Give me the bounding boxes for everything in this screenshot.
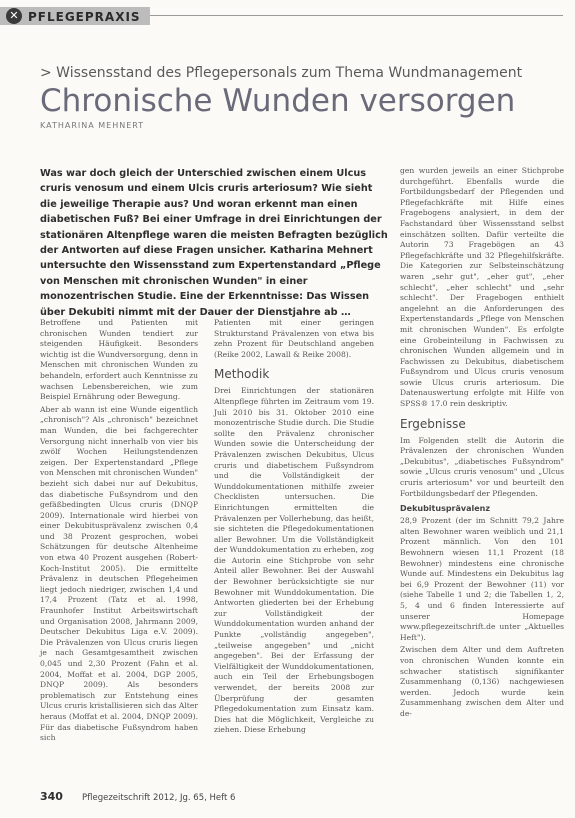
journal-citation: Pflegezeitschrift 2012, Jg. 65, Heft 6 <box>82 793 236 803</box>
section-label: PFLEGEPRAXIS <box>28 10 141 24</box>
body-paragraph: Patienten mit einer geringen Strukturstand Prävalenzen von etwa bis zehn Prozent für Deutschland angeben (Reike 2002, Lawall & Reike 2008). <box>214 318 374 359</box>
body-paragraph: gen wurden jeweils an einer Stichprobe durchgeführt. Ebenfalls wurde die Fortbildungsbedarf der Pflegenden und Pflegefachkräfte mit Hilfe eines Fragebogens analysiert, in dem der Fachstandard über Wissensstand selbst einschätzen sollten. Dafür verteilte die Autorin 73 Fragebögen an 43 Pflegefachkräfte und 32 Pflegehilfskräfte. Die Kategorien zur Selbsteinschätzung waren „sehr gut", „eher gut", „eher schlecht", „eher schlecht" und „sehr schlecht". Der Fragebogen enthielt angelehnt an die Anforderungen des Expertenstandards „Pflege von Menschen mit chronischen Wunden". Es erfolgte eine Grobeinteilung in Fachwissen zu chronischen Wunden allgemein und in Fachwissen zu Dekubitus, diabetischem Fußsyndrom und Ulcus cruris venosum sowie Ulcus cruris arteriosum. Die Datenauswertung erfolgte mit Hilfe von SPSS® 17.0 rein deskriptiv. <box>400 166 564 409</box>
article-subtitle: > Wissensstand des Pflegepersonals zum Thema Wundmanagement <box>40 65 523 81</box>
section-header <box>0 5 575 29</box>
article-intro: Was war doch gleich der Unterschied zwischen einem Ulcus cruris venosum und einem Ulcis cruris arteriosum? Wie sieht die jeweilige Therapie aus? Und woran erkennt man einen diabetischen Fuß? Bei einer Umfrage in drei Einrichtungen der stationären Altenpflege waren die meisten Befragten bezüglich der Antworten auf diese Fragen unsicher. Katharina Mehnert untersuchte den Wissensstand zum Expertenstandard „Pflege von Menschen mit chronischen Wunden" in einer monozentrischen Studie. Eine der Erkenntnisse: Das Wissen über Dekubiti nimmt mit der Dauer der Dienstjahre ab … <box>40 168 388 318</box>
dekubitus-subheading: Dekubitusprävalenz <box>400 504 491 514</box>
body-paragraph: Aber ab wann ist eine Wunde eigentlich „chronisch"? Als „chronisch" bezeichnet man Wunden, die bei fachgerechter Versorgung nicht innerhalb von vier bis zwölf Wochen Heilungstendenzen zeigen. Der Expertenstandard „Pflege von Menschen mit chronischen Wunden" bezieht sich dabei nur auf Dekubitus, das diabetische Fußsyndrom und den gefäßbedingten Ulcus cruris (DNQP 2009). Internationale wird hierbei von einer Dekubitusprävalenz zwischen 0,4 und 38 Prozent gesprochen, wobei Schätzungen für deutsche Altenheime von etwa 40 Prozent ausgehen (Robert-Koch-Institut 2005). Die ermittelte Prävalenz in deutschen Pflegeheimen liegt jedoch niedriger, zwischen 1,4 und 17,4 Prozent (Tatz et al. 1998, Fraunhofer Institut Arbeitswirtschaft und Organisation 2008, Jahrmann 2009, Deutscher Dekubitus Liga e.V. 2009). Die Prävalenzen von Ulcus cruris liegen je nach Gesamtgesamtheit zwischen 0,045 und 2,30 Prozent (Fahn et al. 2004, Moffat et al. 2004, DGP 2005, DNQP 2009). Als besonders problematisch zur Entstehung eines Ulcus cruris kristallisieren sich das Alter heraus (Moffat et al. 2004, DNQP 2009). Für das diabetische Fußsyndrom haben sich <box>40 404 198 743</box>
body-column-left <box>40 318 198 746</box>
body-paragraph: 28,9 Prozent (der im Schnitt 79,2 Jahre alten Bewohner waren weiblich und 21,1 Prozent männlich. Von den 101 Bewohnern wiesen 11,1 Prozent (18 Bewohner) mindestens eine chronische Wunde auf. Mindestens ein Dekubitus lag bei 6,9 Prozent der Bewohner (11) vor (siehe Tabelle 1 und 2; die Tabellen 1, 2, 5, 4 und 6 finden Interessierte auf unserer Homepage www.pflegezeitschrift.de unter „Aktuelles Heft"). <box>400 516 564 642</box>
body-paragraph: Betroffene und Patienten mit chronischen Wunden tendiert zur steigenden Häufigkeit. Besonders wichtig ist die Wundversorgung, denn in Menschen mit chronischen Wunden zu behandeln, erfordert auch Kenntnisse zu wachsen Lebensbereichen, wie zum Beispiel Ernährung oder Bewegung. <box>40 318 198 402</box>
body-paragraph: Im Folgenden stellt die Autorin die Prävalenzen der chronischen Wunden „Dekubitus", „diabetisches Fußsyndrom" sowie „Ulcus cruris venosum" und „Ulcus cruris arteriosum" vor und beurteilt den Fortbildungsbedarf der Pflegenden. <box>400 435 564 498</box>
header-rule <box>150 15 563 16</box>
page-number: 340 <box>40 790 63 803</box>
methodik-heading: Methodik <box>214 367 270 382</box>
body-paragraph: Drei Einrichtungen der stationären Altenpflege führten im Zeitraum vom 19. Juli 2010 bis 31. Oktober 2010 eine monozentrische Studie durch. Die Studie sollte den Prävalenz chronischer Wunden sowie die Unterscheidung der Prävalenzen zwischen Dekubitus, Ulcus cruris und diabetischem Fußsyndrom und die Vollständigkeit der Wunddokumentationen mithilfe zweier Checklisten untersuchen. Die Einrichtungen ermittelten die Prävalenzen per Vollerhebung, das heißt, sie sichteten die Pflegedokumentationen aller Bewohner. Um die Vollständigkeit der Wunddokumentation zu erheben, zog die Autorin eine Stichprobe von sehr Anteil aller Bewohner. Bei der Auswahl der Bewohner berücksichtigte sie nur Bewohner mit Wunddokumentation. Die Antworten gliederten bei der Erhebung zur Vollständigkeit der Wunddokumentation wurden anhand der Punkte „vollständig angegeben", „teilweise angegeben" und „nicht angegeben". Bei der Erfassung der Vielfältigkeit der Wunddokumentationen, auch ein Teil der Erhebungsbogen verwendet, der bereits 2008 zur Überprüfung der gesamten Pflegedokumentation zum Einsatz kam. Dies hat die Möglichkeit, Vergleiche zu ziehen. Diese Erhebung <box>214 386 374 735</box>
body-column-right <box>400 166 564 722</box>
article-title: Chronische Wunden versorgen <box>40 83 516 119</box>
article-author: KATHARINA MEHNERT <box>40 121 145 130</box>
ergebnisse-heading: Ergebnisse <box>400 416 466 431</box>
body-paragraph: Zwischen dem Alter und dem Auftreten von chronischen Wunden konnte ein schwacher statistisch signifikanter Zusammenhang (0,136) nachgewiesen werden. Jedoch wurde kein Zusammenhang zwischen dem Alter und de- <box>400 645 564 718</box>
cross-logo-icon: ✕ <box>6 8 22 24</box>
body-column-middle <box>214 318 374 738</box>
